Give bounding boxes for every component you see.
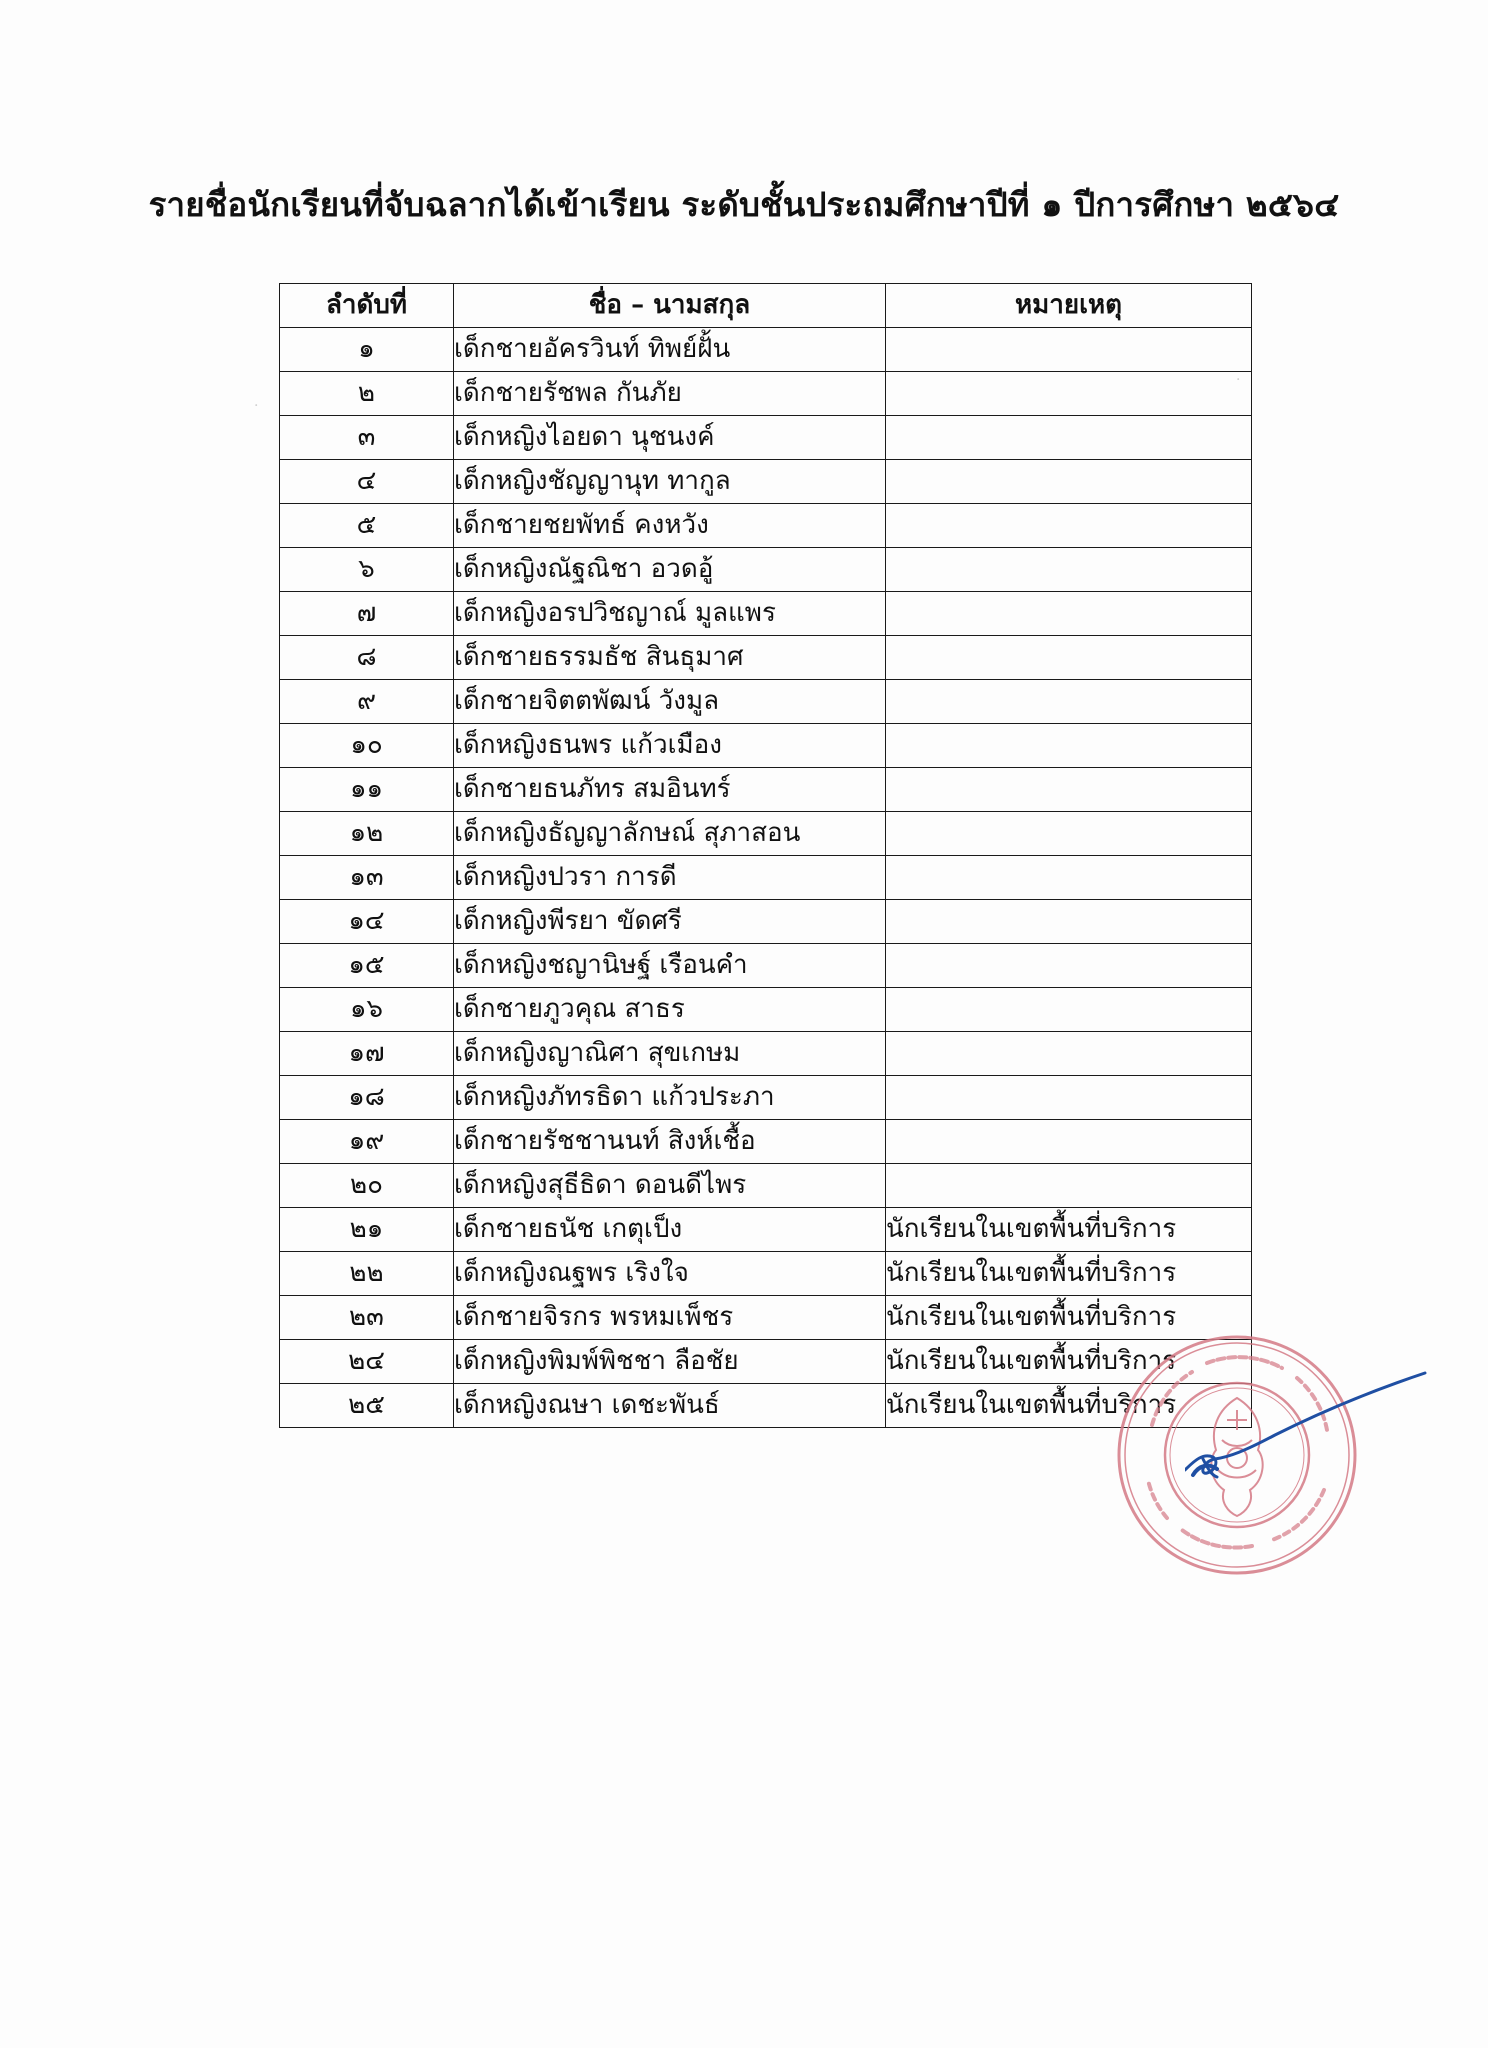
row-number: ๑๕: [280, 944, 454, 988]
document-title: รายชื่อนักเรียนที่จับฉลากได้เข้าเรียน ระดับชั้นประถมศึกษาปีที่ ๑ ปีการศึกษา ๒๕๖๔: [148, 185, 1340, 224]
table-row: [280, 1296, 1252, 1340]
table-row: [280, 900, 1252, 944]
row-note: [886, 416, 1252, 460]
row-note: [886, 548, 1252, 592]
row-number: ๒๒: [280, 1252, 454, 1296]
row-number: ๑: [280, 328, 454, 372]
row-number: ๑๐: [280, 724, 454, 768]
table-row: [280, 944, 1252, 988]
roster-body: [280, 328, 1252, 1428]
student-name: เด็กชายรัชชานนท์ สิงห์เชื้อ: [454, 1120, 886, 1164]
row-number: ๘: [280, 636, 454, 680]
table-row: [280, 988, 1252, 1032]
table-row: [280, 1032, 1252, 1076]
student-name: เด็กชายรัชพล กันภัย: [454, 372, 886, 416]
row-note: นักเรียนในเขตพื้นที่บริการ: [886, 1340, 1252, 1384]
student-name: เด็กชายธนภัทร สมอินทร์: [454, 768, 886, 812]
scan-speck: ·: [254, 398, 259, 414]
table-row: [280, 768, 1252, 812]
student-name: เด็กหญิงณัฐณิชา อวดอู้: [454, 548, 886, 592]
row-note: [886, 328, 1252, 372]
row-number: ๓: [280, 416, 454, 460]
student-name: เด็กหญิงพีรยา ขัดศรี: [454, 900, 886, 944]
row-note: [886, 812, 1252, 856]
row-number: ๒: [280, 372, 454, 416]
student-name: เด็กหญิงชัญญานุท ทากูล: [454, 460, 886, 504]
row-note: [886, 1076, 1252, 1120]
student-name: เด็กหญิงพิมพ์พิชชา ลือชัย: [454, 1340, 886, 1384]
row-number: ๗: [280, 592, 454, 636]
row-number: ๑๙: [280, 1120, 454, 1164]
student-name: เด็กหญิงไอยดา นุชนงค์: [454, 416, 886, 460]
table-row: [280, 812, 1252, 856]
row-number: ๔: [280, 460, 454, 504]
student-name: เด็กหญิงณษา เดชะพันธ์: [454, 1384, 886, 1428]
row-note: [886, 988, 1252, 1032]
table-row: [280, 1164, 1252, 1208]
student-name: เด็กหญิงชญานิษฐ์ เรือนคำ: [454, 944, 886, 988]
row-number: ๑๗: [280, 1032, 454, 1076]
row-number: ๑๓: [280, 856, 454, 900]
row-number: ๒๐: [280, 1164, 454, 1208]
row-number: ๑๑: [280, 768, 454, 812]
table-row: [280, 1208, 1252, 1252]
table-row: [280, 636, 1252, 680]
row-number: ๑๔: [280, 900, 454, 944]
row-number: ๒๑: [280, 1208, 454, 1252]
row-note: [886, 680, 1252, 724]
student-name: เด็กหญิงธัญญาลักษณ์ สุภาสอน: [454, 812, 886, 856]
row-number: ๕: [280, 504, 454, 548]
row-note: [886, 504, 1252, 548]
header-note: หมายเหตุ: [886, 284, 1252, 328]
row-note: [886, 944, 1252, 988]
student-name: เด็กชายภูวคุณ สาธร: [454, 988, 886, 1032]
table-row: [280, 680, 1252, 724]
table-row: [280, 1252, 1252, 1296]
row-number: ๑๖: [280, 988, 454, 1032]
table-row: [280, 460, 1252, 504]
row-number: ๒๔: [280, 1340, 454, 1384]
row-note: นักเรียนในเขตพื้นที่บริการ: [886, 1384, 1252, 1428]
row-number: ๒๓: [280, 1296, 454, 1340]
student-name: เด็กหญิงภัทรธิดา แก้วประภา: [454, 1076, 886, 1120]
student-name: เด็กหญิงญาณิศา สุขเกษม: [454, 1032, 886, 1076]
table-row: [280, 1120, 1252, 1164]
row-note: [886, 1120, 1252, 1164]
student-name: เด็กหญิงธนพร แก้วเมือง: [454, 724, 886, 768]
row-note: [886, 856, 1252, 900]
table-row: [280, 856, 1252, 900]
row-note: [886, 724, 1252, 768]
table-row: [280, 372, 1252, 416]
row-note: นักเรียนในเขตพื้นที่บริการ: [886, 1252, 1252, 1296]
row-note: [886, 1032, 1252, 1076]
student-name: เด็กชายจิรกร พรหมเพ็ชร: [454, 1296, 886, 1340]
student-roster-table: [279, 283, 1252, 1428]
table-row: [280, 416, 1252, 460]
table-header-row: [280, 284, 1252, 328]
student-name: เด็กชายชยพัทธ์ คงหวัง: [454, 504, 886, 548]
table-row: [280, 1076, 1252, 1120]
student-name: เด็กชายธรรมธัช สินธุมาศ: [454, 636, 886, 680]
student-name: เด็กหญิงอรปวิชญาณ์ มูลแพร: [454, 592, 886, 636]
scan-speck: ·: [1236, 372, 1241, 388]
row-number: ๑๒: [280, 812, 454, 856]
row-note: [886, 1164, 1252, 1208]
signature-icon: [1185, 1365, 1435, 1485]
student-name: เด็กหญิงปวรา การดี: [454, 856, 886, 900]
row-note: [886, 900, 1252, 944]
student-name: เด็กหญิงสุธีธิดา ดอนดีไพร: [454, 1164, 886, 1208]
row-note: [886, 636, 1252, 680]
row-note: [886, 592, 1252, 636]
table-row: [280, 1340, 1252, 1384]
header-number: ลำดับที่: [280, 284, 454, 328]
table-row: [280, 592, 1252, 636]
student-name: เด็กชายธนัช เกตุเป็ง: [454, 1208, 886, 1252]
header-name: ชื่อ – นามสกุล: [454, 284, 886, 328]
table-row: [280, 548, 1252, 592]
row-note: นักเรียนในเขตพื้นที่บริการ: [886, 1208, 1252, 1252]
table-row: [280, 1384, 1252, 1428]
student-name: เด็กชายอัครวินท์ ทิพย์ฝั้น: [454, 328, 886, 372]
row-number: ๒๕: [280, 1384, 454, 1428]
row-note: [886, 372, 1252, 416]
row-note: [886, 460, 1252, 504]
row-number: ๑๘: [280, 1076, 454, 1120]
table-row: [280, 724, 1252, 768]
table-row: [280, 328, 1252, 372]
row-number: ๙: [280, 680, 454, 724]
table-row: [280, 504, 1252, 548]
row-note: นักเรียนในเขตพื้นที่บริการ: [886, 1296, 1252, 1340]
row-number: ๖: [280, 548, 454, 592]
student-name: เด็กหญิงณฐพร เริงใจ: [454, 1252, 886, 1296]
student-name: เด็กชายจิตตพัฒน์ วังมูล: [454, 680, 886, 724]
row-note: [886, 768, 1252, 812]
